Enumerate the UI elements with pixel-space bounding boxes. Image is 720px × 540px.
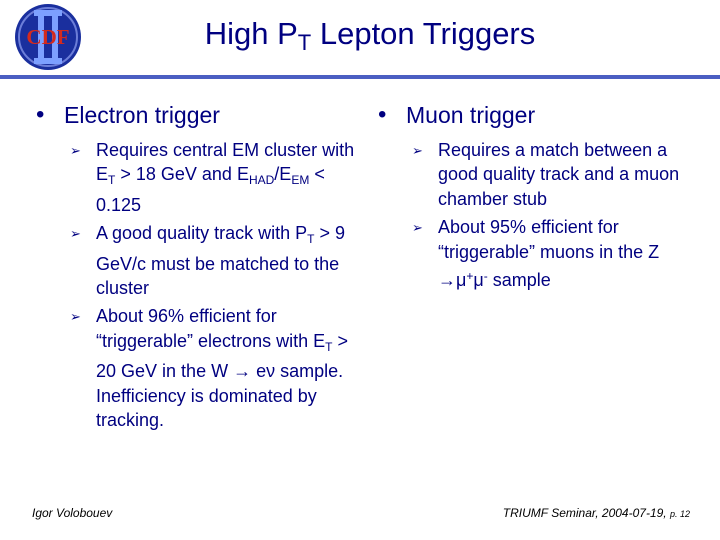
muon-column	[378, 100, 708, 296]
list-item: ➢ Requires a match between a good quality track and a muon chamber stub	[412, 140, 680, 209]
title-rule	[0, 74, 720, 80]
list-item: ➢ About 96% efficient for “triggerable” electrons with $E_T > 20$ GeV in the W → eν sample. Inefficiency is dominated by tracking.	[70, 306, 348, 431]
arrow-bullet-icon: ➢	[70, 309, 81, 325]
list-item: ➢ Requires central EM cluster with $E_T > 18$ GeV and $E_{HAD}/E_{EM} < 0.125$	[70, 140, 355, 215]
muon-list	[378, 138, 708, 292]
arrow-bullet-icon: ➢	[70, 143, 81, 158]
arrow-bullet-icon: ➢	[70, 226, 81, 242]
slide-title: High $P_T$ Lepton Triggers	[204, 16, 536, 55]
muon-heading: • Muon trigger	[378, 101, 536, 128]
logo-text: CDF	[26, 25, 70, 49]
list-item: ➢ A good quality track with $P_T > 9$ GeV/c must be matched to the cluster	[70, 223, 345, 299]
bullet-dot: •	[378, 101, 387, 128]
cdf-logo	[12, 2, 84, 72]
arrow-bullet-icon: ➢	[412, 143, 423, 158]
bullet-dot: •	[36, 101, 45, 128]
footer-event: TRIUMF Seminar, 2004-07-19, p. 12	[502, 506, 690, 520]
electron-column	[36, 100, 366, 436]
electron-list	[36, 138, 366, 432]
electron-heading: • Electron trigger	[36, 101, 220, 128]
arrow-bullet-icon: ➢	[412, 220, 423, 236]
page-number: p. 12	[669, 509, 690, 519]
footer-author: Igor Volobouev	[32, 506, 113, 520]
list-item: ➢ About 95% efficient for “triggerable” muons in the Z →μ+μ- sample	[412, 217, 660, 291]
